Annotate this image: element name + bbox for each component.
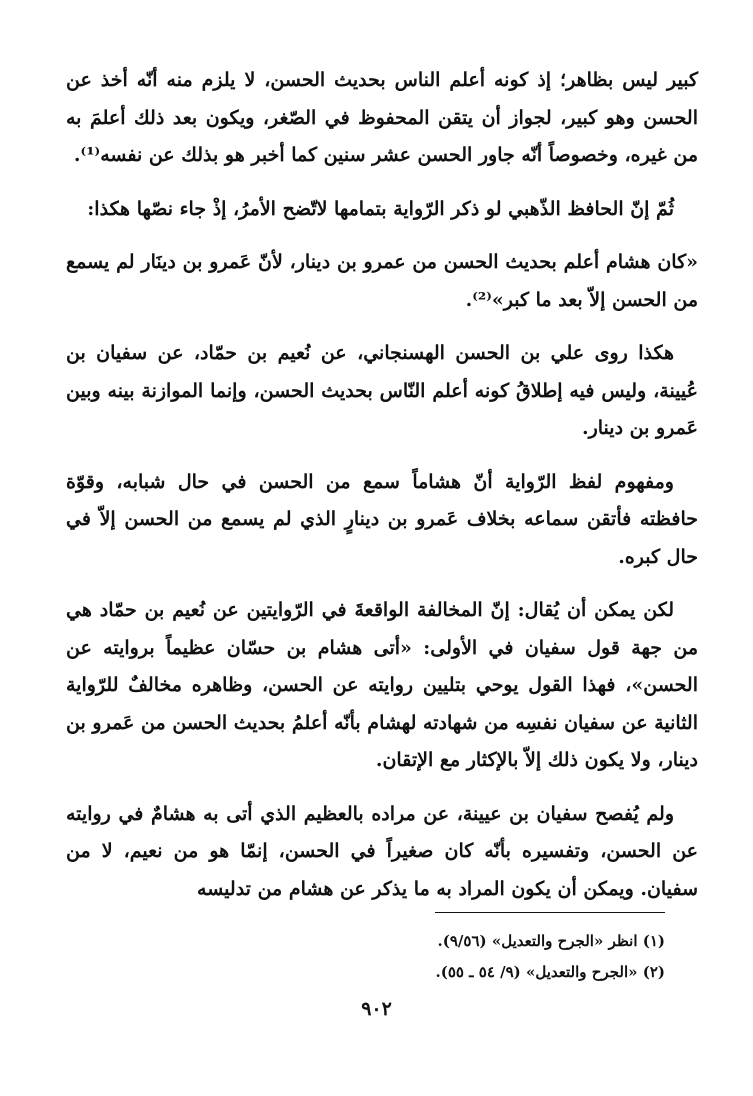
paragraph-2: ثُمّ إنّ الحافظ الذّهبي لو ذكر الرّواية بتمامها لاتّضح الأمرُ، إذْ جاء نصّها هكذا: <box>87 197 674 220</box>
paragraph-1: كبير ليس بظاهر؛ إذ كونه أعلم الناس بحديث الحسن، لا يلزم منه أنّه أخذ عن الحسن وهو كبير، لجواز أن يتقن المحفوظ في الصّغر، ويكون بعد ذلك أعلمَ به من غيره، وخصوصاً أنّه جاور الحسن عشر سنين كما أخبر هو بذلك عن نفسه⁽¹⁾. <box>66 69 698 166</box>
paragraph-7: ولم يُفصح سفيان بن عيينة، عن مراده بالعظيم الذي أتى به هشامٌ في روايته عن الحسن، وتفسيره بأنّه كان صغيراً في الحسن، إنمّا هو من نعيم، لا من سفيان. ويمكن أن يكون المراد به ما يذكر عن هشام من تدليسه <box>66 802 698 900</box>
footnote-2: (٢) «الجرح والتعديل» (٩/ ٥٤ ـ ٥٥). <box>435 963 665 981</box>
page-number: ٩٠٢ <box>361 998 392 1020</box>
footnote-separator <box>435 912 665 913</box>
paragraph-4: هكذا روى علي بن الحسن الهسنجاني، عن نُعيم بن حمّاد، عن سفيان بن عُيينة، وليس فيه إطلاقُ كونه أعلم النّاس بحديث الحسن، وإنما الموازنة بينه وبين عَمرو بن دينار. <box>66 342 698 439</box>
paragraph-5: ومفهوم لفظ الرّواية أنّ هشاماً سمع من الحسن في حال شبابه، وقوّة حافظته فأتقن سماعه بخلاف عَمرو بن دينارٍ الذي لم يسمع من الحسن إلاّ في حال كبره. <box>66 470 698 568</box>
paragraph-6: لكن يمكن أن يُقال: إنّ المخالفة الواقعةَ في الرّوايتين عن نُعيم بن حمّاد هي من جهة قول سفيان في الأولى: «أتى هشام بن حسّان عظيماً بروايته عن الحسن»، فهذا القول يوحي بتليين روايته عن الحسن، وظاهره مخالفٌ للرّواية الثانية عن سفيان نفسِه من شهادته لهشام بأنّه أعلمُ بحديث الحسن من عَمرو بن دينار، ولا يكون ذلك إلاّ بالإكثار مع الإتقان. <box>66 599 698 771</box>
footnotes <box>105 926 665 988</box>
main-text <box>66 62 698 924</box>
paragraph-3-quote: «كان هشام أعلم بحديث الحسن من عمرو بن دينار، لأنّ عَمرو بن دينَار لم يسمع من الحسن إلاّ بعد ما كبر»⁽²⁾. <box>66 251 698 311</box>
footnote-1: (١) انظر «الجرح والتعديل» (٩/٥٦). <box>437 932 665 950</box>
